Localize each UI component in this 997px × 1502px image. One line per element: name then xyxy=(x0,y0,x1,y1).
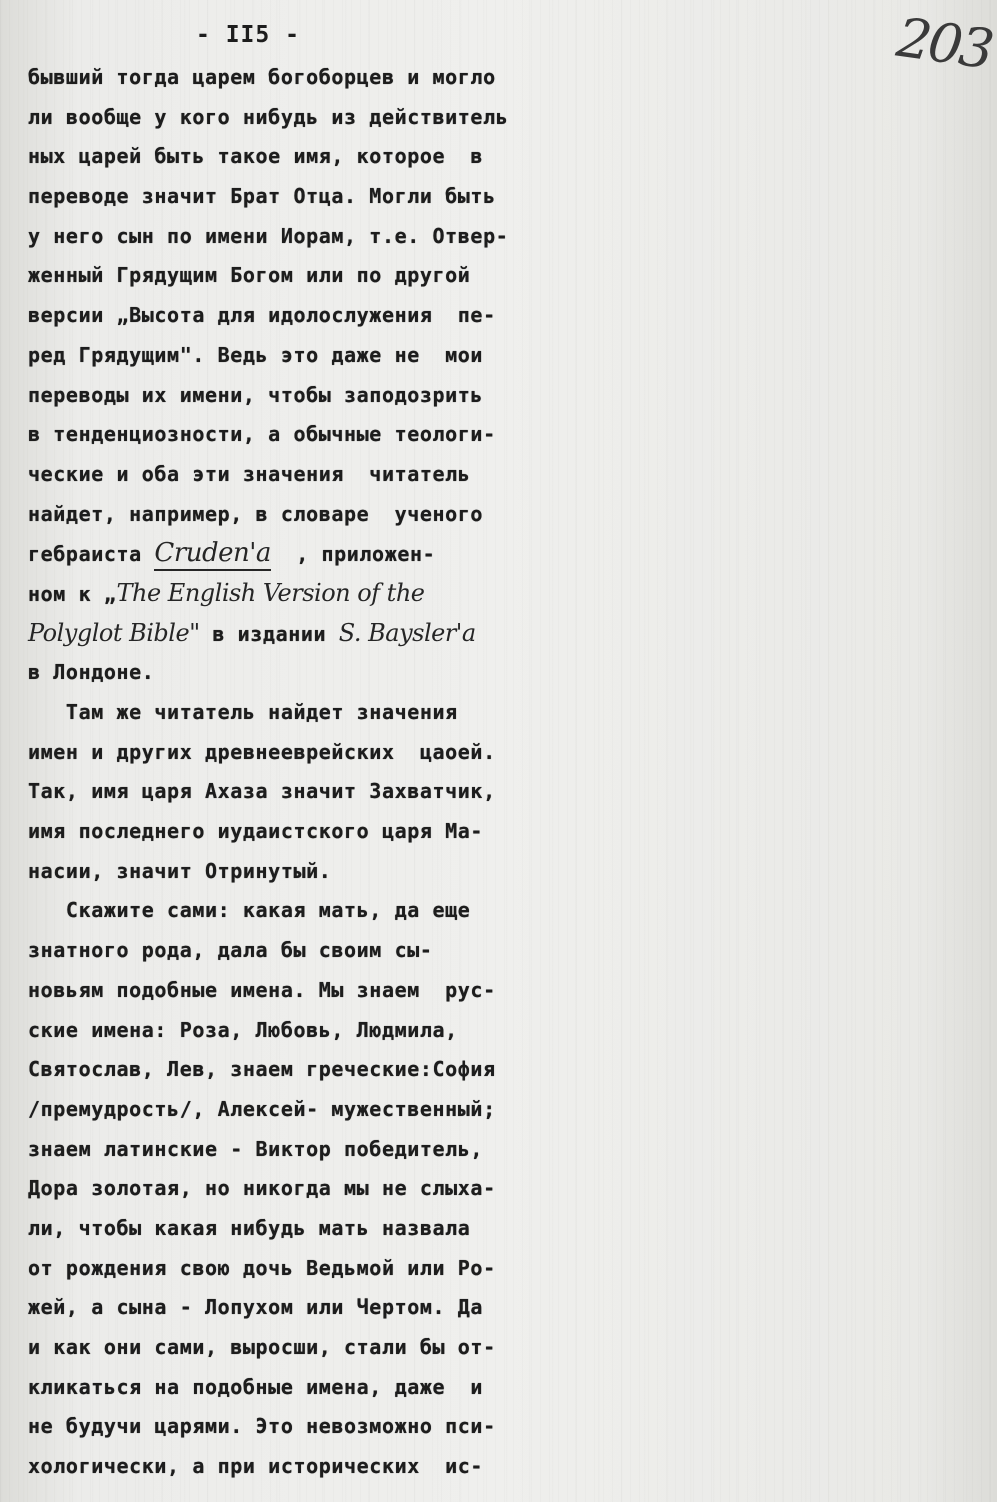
handwritten-book-title-continued: Polyglot Bible" xyxy=(28,618,200,647)
typed-text-block xyxy=(28,58,528,1487)
text-line: знатного рода, дала бы своим сы- xyxy=(28,938,433,963)
text-line: ред Грядущим". Ведь это даже не мои xyxy=(28,342,484,367)
text-line: версии „Высота для идолослужения пе- xyxy=(28,303,496,328)
text-line: ных царей быть такое имя, которое в xyxy=(28,144,484,169)
text-line: жей, а сына - Лопухом или Чертом. Да xyxy=(28,1295,484,1320)
text-line: новьям подобные имена. Мы знаем рус- xyxy=(28,977,496,1002)
text-line: /премудрость/, Алексей- мужественный; xyxy=(28,1096,496,1121)
text-line: не будучи царями. Это невозможно пси- xyxy=(28,1414,496,1439)
text-line: ческие и оба эти значения читатель xyxy=(28,461,471,486)
handwritten-publisher-name: S. Baysler'a xyxy=(338,618,476,647)
text-line: кликаться на подобные имена, даже и xyxy=(28,1374,484,1399)
text-line: гебраиста Cruden'a , приложен- xyxy=(28,534,528,574)
text-line: Скажите сами: какая мать, да еще xyxy=(28,898,471,923)
text-line: от рождения свою дочь Ведьмой или Ро- xyxy=(28,1255,496,1280)
text-line: бывший тогда царем богоборцев и могло xyxy=(28,65,496,89)
text-line: насии, значит Отринутый. xyxy=(28,858,332,883)
text-line: имен и других древнееврейских цаоей. xyxy=(28,739,496,764)
handwritten-book-title: The English Version of the xyxy=(116,578,425,607)
text-line: переводы их имени, чтобы заподозрить xyxy=(28,382,484,407)
text-line: женный Грядущим Богом или по другой xyxy=(28,263,471,288)
text-line: в Лондоне. xyxy=(28,660,155,685)
text-line: Святослав, Лев, знаем греческие:София xyxy=(28,1057,496,1082)
text-line: знаем латинские - Виктор победитель, xyxy=(28,1136,484,1161)
text-line: у него сын по имени Иорам, т.е. Отвер- xyxy=(28,223,509,248)
page-number: - II5 - xyxy=(196,22,300,48)
text-line: и как они сами, выросши, стали бы от- xyxy=(28,1335,496,1359)
text-line: Так, имя царя Ахаза значит Захватчик, xyxy=(28,779,496,804)
text-line: ном к „The English Version of the xyxy=(28,578,425,607)
text-line: ские имена: Роза, Любовь, Людмила, xyxy=(28,1017,458,1042)
text-line: хологически, а при исторических ис- xyxy=(28,1454,484,1479)
text-line: Polyglot Bible" в издании S. Baysler'a xyxy=(28,618,476,647)
text-line: Дора золотая, но никогда мы не слыха- xyxy=(28,1176,496,1201)
text-line: найдет, например, в словаре ученого xyxy=(28,501,484,526)
text-line: в тенденциозности, а обычные теологи- xyxy=(28,422,496,447)
text-line: ли вообще у кого нибудь из действитель xyxy=(28,104,509,129)
text-line: имя последнего иудаистского царя Ма- xyxy=(28,819,484,844)
text-line: ли, чтобы какая нибудь мать назвала xyxy=(28,1215,471,1240)
handwritten-author-name: Cruden'a xyxy=(154,538,271,571)
text-line: Там же читатель найдет значения xyxy=(28,700,458,724)
handwritten-archive-number: 203 xyxy=(893,5,996,82)
text-line: переводе значит Брат Отца. Могли быть xyxy=(28,184,496,209)
